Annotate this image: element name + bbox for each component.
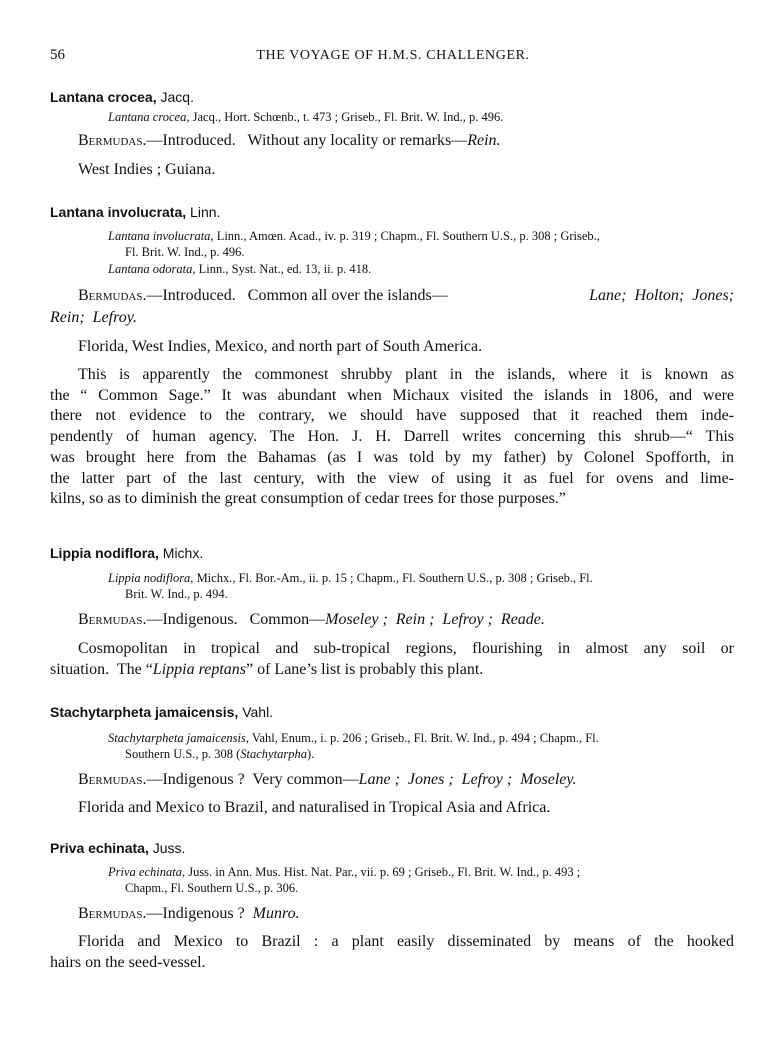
citation: Stachytarpheta jamaicensis, Vahl, Enum., i. p. 206 ; Griseb., Fl. Brit. W. Ind., p. 494 ; Chapm., Fl. [108,731,599,745]
species-heading: Stachytarpheta jamaicensis, Vahl. [50,704,274,720]
remarks-paragraph: Cosmopolitan in tropical and sub-tropical regions, flourishing in almost any soil or situation. The “Lippia reptans” of Lane’s list is probably this plant. [50,640,734,678]
citation: Lantana odorata, Linn., Syst. Nat., ed. 13, ii. p. 418. [108,262,372,276]
bermuda-status: Bermudas.—Indigenous ? Very common—Lane ; Jones ; Lefroy ; Moseley. [78,771,577,788]
page-number: 56 [50,47,65,63]
page-header [50,47,736,67]
species-heading: Priva echinata, Juss. [50,840,186,856]
bermuda-status: Bermudas.—Indigenous ? Munro. [78,905,300,922]
citation-continuation: Fl. Brit. W. Ind., p. 496. [125,245,245,259]
bermuda-status: Bermudas.—Introduced. Without any locality or remarks—Rein. [78,132,501,149]
citation: Lantana crocea, Jacq., Hort. Schœnb., t. 473 ; Griseb., Fl. Brit. W. Ind., p. 496. [108,110,504,124]
citation-continuation: Southern U.S., p. 308 (Stachytarpha). [125,747,315,761]
citation-continuation: Chapm., Fl. Southern U.S., p. 306. [125,881,299,895]
running-title: THE VOYAGE OF H.M.S. CHALLENGER. [256,48,530,63]
remarks-paragraph: Florida and Mexico to Brazil : a plant easily disseminated by means of the hooked hairs on the seed-vessel. [50,933,734,971]
distribution: Florida and Mexico to Brazil, and naturalised in Tropical Asia and Africa. [78,799,551,816]
bermuda-status: Bermudas.—Introduced. Common all over the islands— Lane; Holton; Jones; [78,287,734,304]
citation: Lantana involucrata, Linn., Amœn. Acad., iv. p. 319 ; Chapm., Fl. Southern U.S., p. 308 ; Griseb., [108,229,600,243]
remarks-paragraph: This is apparently the commonest shrubby plant in the islands, where it is known as the “ Common Sage.” It was abundant when Michaux visited the islands in 1806, and were there not evidence to the contrary, we should have supposed that it reached them inde- pendently of human agency. The Hon. J. H. Darrell writes concerning this shrub—“ This was brought here from the Bahamas (as I was told by my father) by Colonel Spofforth, in the latter part of the last century, with the view of using it as fuel for ovens and lime- kilns, so as to diminish the great consumption of cedar trees for those purposes.” [50,366,734,508]
species-heading: Lantana involucrata, Linn. [50,204,221,220]
citation: Priva echinata, Juss. in Ann. Mus. Hist. Nat. Par., vii. p. 69 ; Griseb., Fl. Brit. W. Ind., p. 493 ; [108,865,581,879]
citation: Lippia nodiflora, Michx., Fl. Bor.-Am., ii. p. 15 ; Chapm., Fl. Southern U.S., p. 308 ; Griseb., Fl. [108,571,593,585]
distribution: Florida, West Indies, Mexico, and north part of South America. [78,338,483,355]
species-heading: Lippia nodiflora, Michx. [50,545,204,561]
bermuda-status: Bermudas.—Indigenous. Common—Moseley ; Rein ; Lefroy ; Reade. [78,611,545,628]
distribution: West Indies ; Guiana. [78,161,216,178]
citation-continuation: Brit. W. Ind., p. 494. [125,587,228,601]
collectors-continuation: Rein; Lefroy. [50,309,137,326]
species-heading: Lantana crocea, Jacq. [50,89,194,105]
